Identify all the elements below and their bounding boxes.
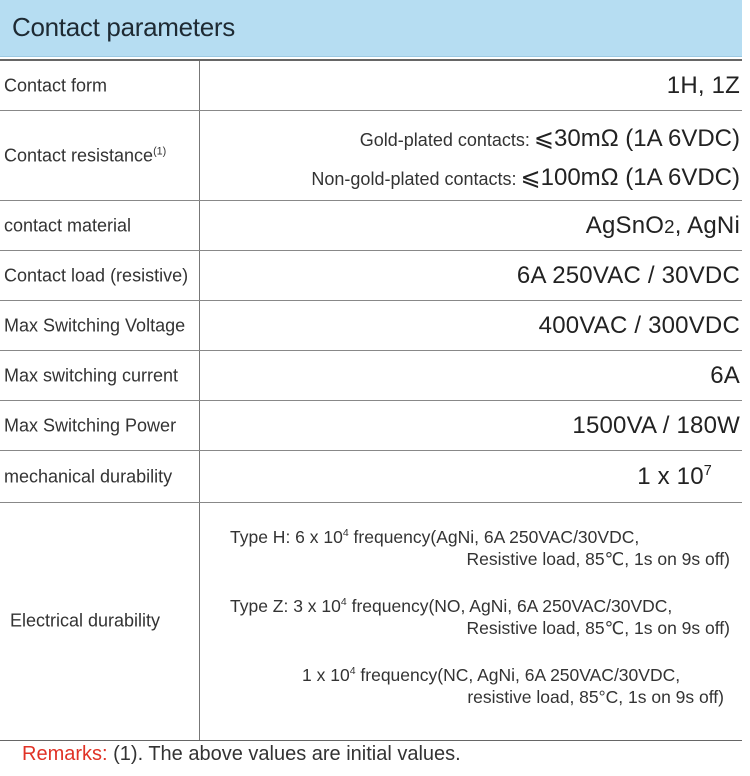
mechanical-durability-label: mechanical durability: [4, 466, 173, 486]
contact-load-value: 6A 250VAC / 30VDC: [516, 261, 740, 289]
non-gold-plated-value: ⩽100mΩ (1A 6VDC): [520, 164, 740, 191]
footnote-marker: (1): [153, 145, 167, 157]
remarks-label: Remarks:: [22, 743, 108, 765]
row-contact-load: [0, 251, 742, 301]
contact-parameters-table: [0, 59, 742, 741]
max-power-value: 1500VA / 180W: [572, 411, 740, 439]
max-current-value: 6A: [710, 361, 740, 389]
type-h-line2: Resistive load, 85℃, 1s on 9s off): [466, 549, 730, 569]
section-title: Contact parameters: [12, 12, 235, 42]
remarks-note: [22, 743, 461, 766]
mechanical-durability-value: 1 x $10^7$: [637, 462, 712, 490]
contact-form-value: 1H, 1Z: [666, 71, 740, 99]
gold-plated-line: [360, 124, 740, 153]
type-h-line1: Type H: 6 x $10^4$ frequency(AgNi, 6A 250VAC/30VDC,: [230, 527, 640, 547]
contact-material-label: contact material: [4, 215, 132, 235]
row-mechanical-durability: [0, 451, 742, 503]
type-z-line2: Resistive load, 85℃, 1s on 9s off): [466, 618, 730, 638]
gold-plated-value: ⩽30mΩ (1A 6VDC): [533, 125, 740, 152]
gold-plated-label: Gold-plated contacts:: [359, 130, 530, 150]
contact-form-label: Contact form: [4, 75, 108, 95]
row-electrical-durability: [0, 503, 742, 738]
contact-resistance-label: Contact resistance$^{(1)}$: [4, 145, 167, 165]
contact-material-value: AgSnO2, AgNi: [585, 211, 740, 239]
non-gold-plated-line: [311, 163, 740, 192]
row-max-switching-current: [0, 351, 742, 401]
max-voltage-value: 400VAC / 300VDC: [538, 311, 740, 339]
remarks-text: (1). The above values are initial values.: [107, 743, 461, 765]
row-contact-form: [0, 61, 742, 111]
row-contact-resistance: [0, 111, 742, 201]
nc-line1: 1 x $10^4$ frequency(NC, AgNi, 6A 250VAC/30VDC,: [302, 665, 681, 685]
electrical-durability-label: Electrical durability: [10, 610, 161, 630]
max-voltage-label: Max Switching Voltage: [4, 315, 186, 335]
row-max-switching-power: [0, 401, 742, 451]
section-header: [0, 0, 742, 57]
max-current-label: Max switching current: [4, 365, 179, 385]
non-gold-plated-label: Non-gold-plated contacts:: [311, 169, 517, 189]
row-max-switching-voltage: [0, 301, 742, 351]
contact-load-label: Contact load (resistive): [4, 265, 189, 285]
type-z-line1: Type Z: 3 x $10^4$ frequency(NO, AgNi, 6A 250VAC/30VDC,: [230, 596, 673, 616]
max-power-label: Max Switching Power: [4, 415, 177, 435]
row-contact-material: [0, 201, 742, 251]
nc-line2: resistive load, 85°C, 1s on 9s off): [467, 687, 724, 707]
